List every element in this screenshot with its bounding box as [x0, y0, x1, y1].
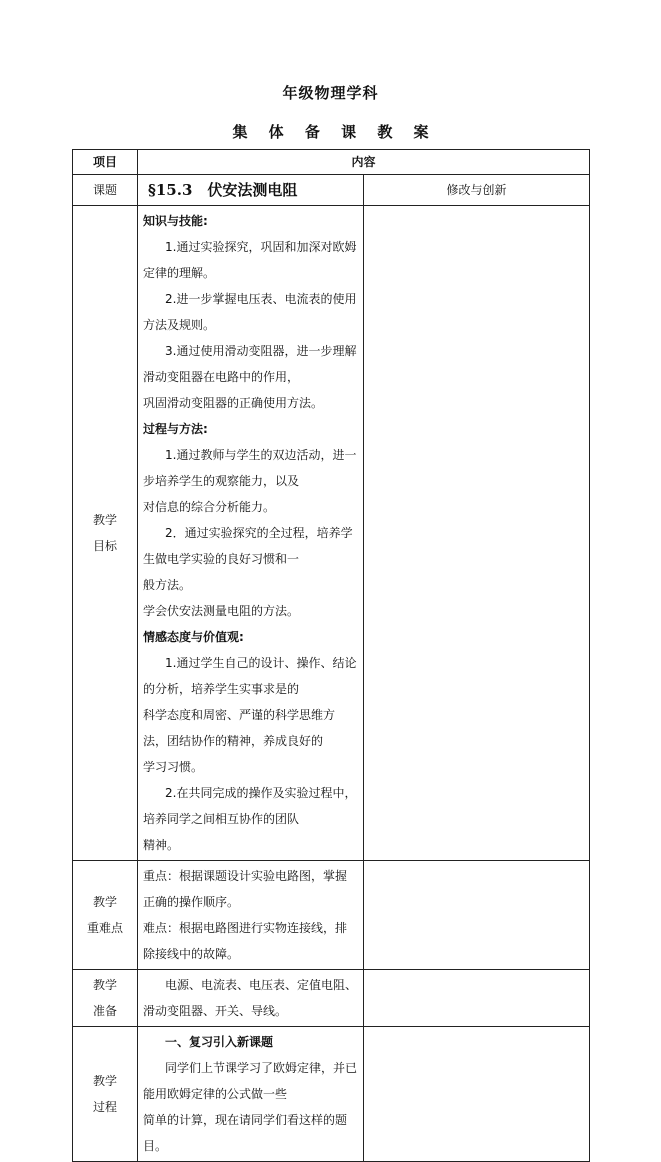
process-1b: 对信息的综合分析能力。	[143, 500, 276, 514]
prep-content	[138, 970, 364, 1027]
col-item-header: 项目	[73, 150, 138, 175]
col-content-header: 内容	[138, 150, 590, 175]
topic-label: 课题	[73, 175, 138, 206]
process-2: 2．通过实验探究的全过程，培养学生做电学实验的良好习惯和一	[143, 526, 353, 566]
prep-row	[73, 970, 590, 1027]
proc-edit-cell	[364, 1027, 590, 1162]
edit-label: 修改与创新	[364, 175, 590, 206]
difficult-point: 难点：根据电路图进行实物连接线，排除接线中的故障。	[143, 921, 348, 961]
attitude-1c: 学习习惯。	[143, 760, 204, 774]
goals-row	[73, 206, 590, 861]
page-title: 年级物理学科	[282, 84, 379, 102]
attitude-2: 2.在共同完成的操作及实验过程中，培养同学之间相互协作的团队	[143, 786, 357, 826]
lesson-plan-table	[72, 149, 590, 1162]
prep-label: 教学 准备	[73, 970, 138, 1027]
proc-text-1: 同学们上节课学习了欧姆定律，并已能用欧姆定律的公式做一些	[143, 1061, 358, 1101]
knowledge-2: 2.进一步掌握电压表、电流表的使用方法及规则。	[143, 292, 357, 332]
goals-content	[138, 206, 364, 861]
knowledge-3: 3.通过使用滑动变阻器，进一步理解滑动变阻器在电路中的作用，	[143, 344, 357, 384]
key-content	[138, 861, 364, 970]
attitude-title: 情感态度与价值观:	[143, 630, 244, 644]
knowledge-1: 1.通过实验探究，巩固和加深对欧姆定律的理解。	[143, 240, 357, 280]
process-row	[73, 1027, 590, 1162]
proc-label: 教学 过程	[73, 1027, 138, 1162]
proc-text-2: 简单的计算，现在请同学们看这样的题目。	[143, 1113, 348, 1153]
attitude-1b: 科学态度和周密、严谨的科学思维方法，团结协作的精神，养成良好的	[143, 708, 336, 748]
page-subtitle: 集 体 备 课 教 案	[232, 123, 429, 141]
prep-text: 电源、电流表、电压表、定值电阻、滑动变阻器、开关、导线。	[143, 978, 358, 1018]
key-point: 重点：根据课题设计实验电路图，掌握正确的操作顺序。	[143, 869, 348, 909]
goals-label: 教学 目标	[73, 206, 138, 861]
knowledge-title: 知识与技能:	[143, 214, 208, 228]
proc-content	[138, 1027, 364, 1162]
prep-edit-cell	[364, 970, 590, 1027]
knowledge-3b: 巩固滑动变阻器的正确使用方法。	[143, 396, 324, 410]
topic-row	[73, 175, 590, 206]
header-row	[73, 150, 590, 175]
process-title: 过程与方法:	[143, 422, 208, 436]
key-label: 教学 重难点	[73, 861, 138, 970]
proc-title: 一、复习引入新课题	[165, 1035, 274, 1049]
attitude-1: 1.通过学生自己的设计、操作、结论的分析，培养学生实事求是的	[143, 656, 357, 696]
topic-value: §15.3 伏安法测电阻	[138, 175, 364, 206]
process-3: 学会伏安法测量电阻的方法。	[143, 604, 300, 618]
process-2b: 般方法。	[143, 578, 192, 592]
key-row	[73, 861, 590, 970]
goals-edit-cell	[364, 206, 590, 861]
attitude-2b: 精神。	[143, 838, 180, 852]
process-1: 1.通过教师与学生的双边活动，进一步培养学生的观察能力，以及	[143, 448, 357, 488]
key-edit-cell	[364, 861, 590, 970]
